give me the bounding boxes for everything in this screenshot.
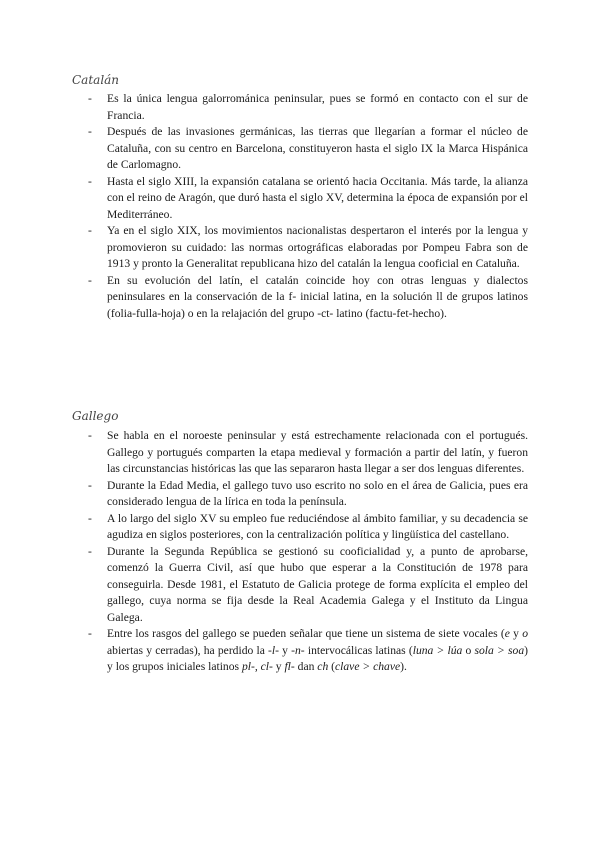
bullet-dash: - — [88, 478, 92, 492]
list-item — [88, 544, 528, 627]
list-item — [88, 223, 528, 273]
text-run: En su evolución del latín, el catalán coincide hoy con otras lenguas y dialectos peninsulares en la conservación de la f- inicial latina, en la solución ll de grupos latinos (folia-fulla-hoja) o en la relajación del grupo -ct- latino (factu-fet-hecho). — [107, 273, 528, 320]
italic-term: luna > lúa — [412, 643, 463, 657]
text-run: Hasta el siglo XIII, la expansión catalana se orientó hacia Occitania. Más tarde, la alianza con el reino de Aragón, que duró hasta el siglo XV, determina la época de expansión por el Mediterráneo. — [107, 174, 528, 221]
list-item — [88, 124, 528, 174]
text-run: y — [278, 643, 292, 657]
italic-term: -l- — [268, 643, 279, 657]
catalan-bullet-list — [88, 91, 528, 322]
bullet-dash: - — [88, 429, 92, 442]
text-run: Durante la Segunda República se gestionó su cooficialidad y, a punto de aprobarse, comenzó la Guerra Civil, así que hubo que esperar a la Constitución de 1978 para conseguirla. Desde 1981, el Estatuto de Galicia protege de forma explícita el empleo del gallego, cuya norma se fija desde la Real Academia Galega y el Instituto da Lingua Galega. — [107, 544, 528, 624]
text-run: Entre los rasgos del gallego se pueden señalar que tiene un sistema de siete vocales ( — [107, 627, 505, 640]
text-run: ). — [400, 660, 407, 673]
list-item — [88, 626, 528, 676]
section-heading-gallego: Gallego — [72, 409, 119, 423]
text-run: o — [462, 643, 475, 657]
bullet-dash: - — [88, 224, 92, 237]
text-run: intervocálicas latinas ( — [304, 643, 413, 657]
text-run: y — [509, 627, 523, 640]
bullet-dash: - — [88, 125, 92, 138]
list-item — [88, 511, 528, 544]
bullet-dash: - — [88, 544, 92, 558]
bullet-dash: - — [88, 273, 92, 287]
italic-term: o — [522, 627, 529, 640]
bullet-dash: - — [88, 174, 92, 188]
list-item — [88, 174, 528, 224]
text-run: Ya en el siglo XIX, los movimientos nacionalistas despertaron el interés por la lengua y promovieron su cuidado: las normas ortográficas elaboradas por Pompeu Fabra son de 1913 y pronto la Generalitat republicana hizo del catalán la lengua cooficial en Cataluña. — [107, 224, 528, 270]
italic-term: clave > chave — [335, 660, 401, 673]
list-item — [88, 428, 528, 478]
list-item — [88, 273, 528, 323]
italic-term: sola > soa — [474, 643, 525, 657]
italic-term: fl- — [284, 660, 295, 673]
italic-term: -n- — [291, 643, 305, 657]
text-run: Se habla en el noroeste peninsular y está estrechamente relacionada con el portugués. Gallego y portugués comparten la etapa medieval y formación a partir del latín, y fueron las circunstancias históricas las que las separaron hasta llegar a ser dos lenguas diferentes. — [107, 429, 528, 475]
text-run: dan — [294, 660, 318, 673]
gallego-bullet-list — [88, 428, 528, 676]
italic-term: pl-, cl- — [241, 660, 273, 673]
bullet-dash: - — [88, 92, 92, 105]
text-run: Es la única lengua galorrománica peninsular, pues se formó en contacto con el sur de Francia. — [107, 92, 528, 122]
bullet-dash: - — [88, 511, 92, 525]
text-run: y — [272, 660, 285, 673]
list-item — [88, 478, 528, 511]
text-run: Después de las invasiones germánicas, las tierras que llegarían a formar el núcleo de Cataluña, con su centro en Barcelona, constituyeron hasta el siglo IX la Marca Hispánica de Carlomagno. — [107, 125, 528, 171]
text-run: A lo largo del siglo XV su empleo fue reduciéndose al ámbito familiar, y su decadencia se agudiza en siglos posteriores, con la centralización política y lingüística del castellano. — [107, 511, 528, 541]
text-run: abiertas y cerradas), ha perdido la — [107, 643, 269, 657]
list-item — [88, 91, 528, 124]
text-run: ( — [328, 660, 336, 673]
text-run: ) y los grupos iniciales latinos — [107, 643, 528, 673]
italic-term: e — [504, 627, 510, 640]
text-run: Durante la Edad Media, el gallego tuvo uso escrito no solo en el área de Galicia, pues era considerado lengua de la lírica en toda la península. — [107, 478, 528, 508]
bullet-dash: - — [88, 627, 92, 640]
section-heading-catalan: Catalán — [72, 73, 120, 87]
italic-term: ch — [317, 660, 329, 673]
